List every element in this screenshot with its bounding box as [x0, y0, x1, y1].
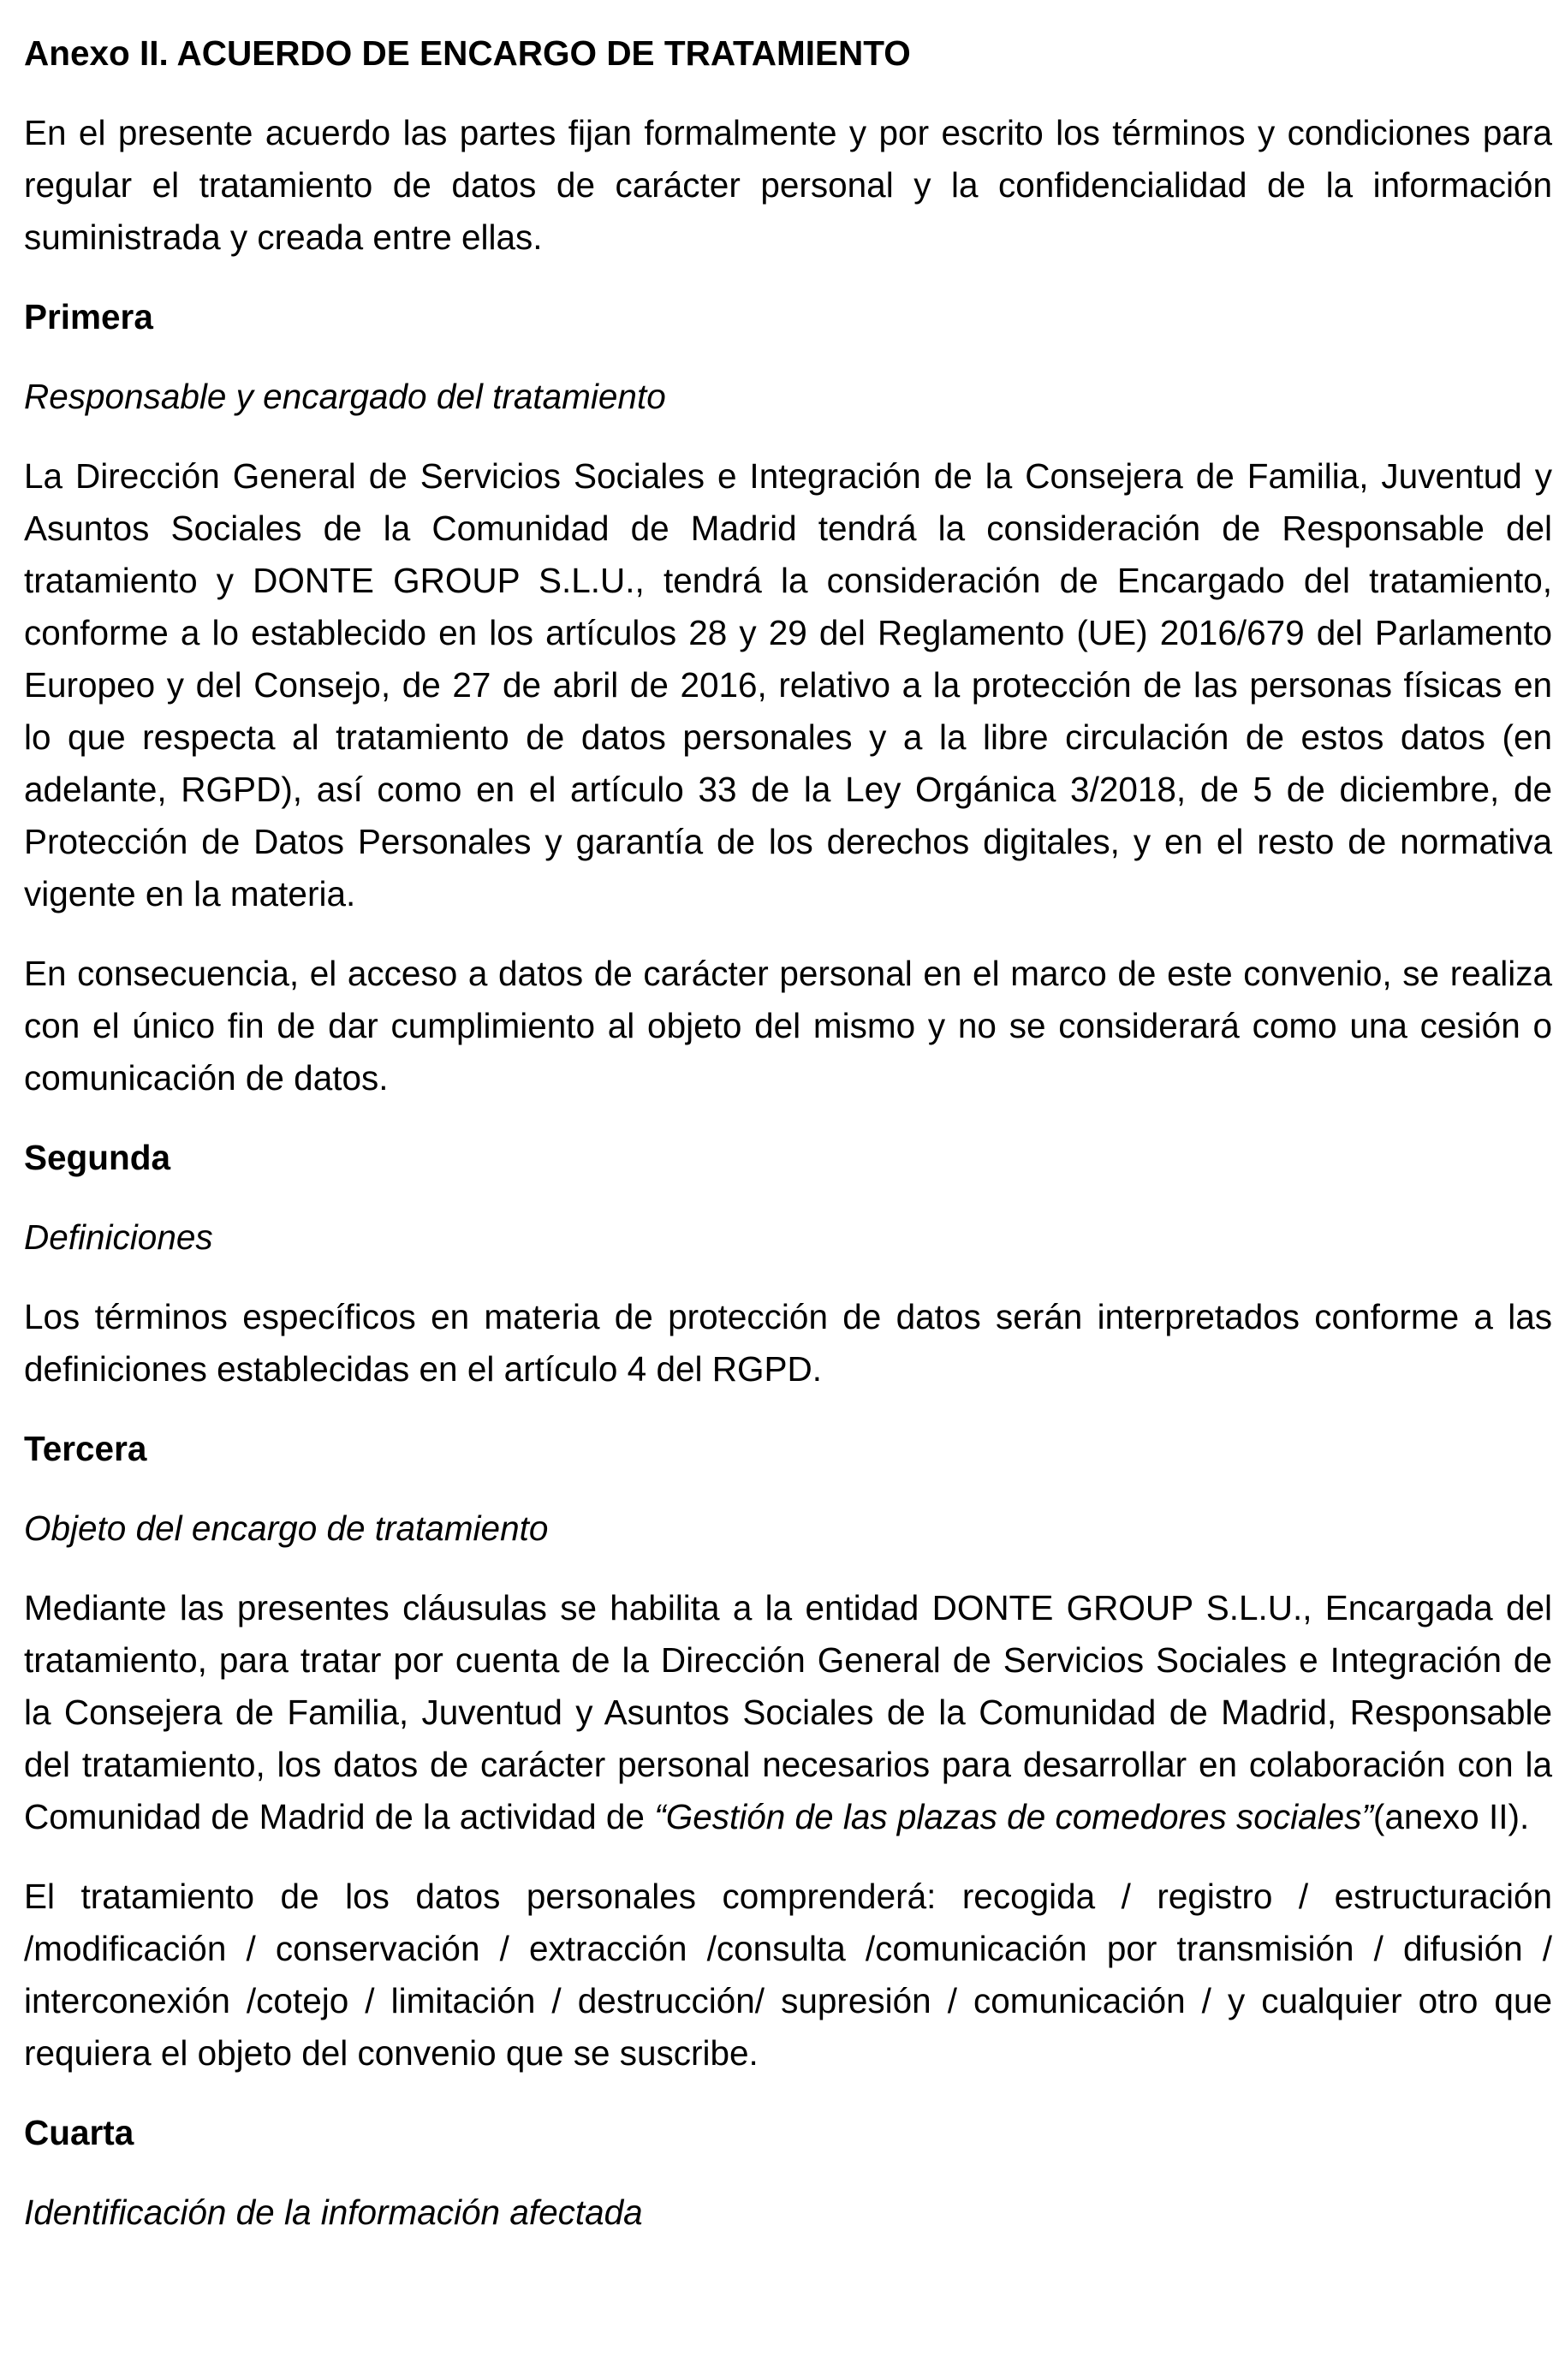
- section-subtitle-segunda: Definiciones: [24, 1217, 213, 1257]
- section-label-primera: Primera: [24, 297, 153, 336]
- segunda-paragraph-1: Los términos específicos en materia de protección de datos serán interpretados conforme a las definiciones establecidas en el artículo 4 del RGPD.: [24, 1297, 1552, 1389]
- tercera-paragraph-1-tail: (anexo II).: [1372, 1797, 1530, 1836]
- section-label-segunda: Segunda: [24, 1138, 171, 1177]
- intro-paragraph: En el presente acuerdo las partes fijan formalmente y por escrito los términos y condiciones para regular el tratamiento de datos de carácter personal y la confidencialidad de la información suministrada y creada entre ellas.: [24, 113, 1552, 257]
- section-subtitle-primera: Responsable y encargado del tratamiento: [24, 377, 666, 416]
- tercera-paragraph-1-quoted-activity: “Gestión de las plazas de comedores sociales”: [654, 1797, 1373, 1836]
- primera-paragraph-2: En consecuencia, el acceso a datos de carácter personal en el marco de este convenio, se realiza con el único fin de dar cumplimiento al objeto del mismo y no se considerará como una cesión o comunicación de datos.: [24, 954, 1552, 1098]
- tercera-paragraph-2: El tratamiento de los datos personales comprenderá: recogida / registro / estructuración /modificación / conservación / extracción /consulta /comunicación por transmisión / difusión / interconexión /cotejo / limitación / destrucción/ supresión / comunicación / y cualquier otro que requiera el objeto del convenio que se suscribe.: [24, 1877, 1552, 2073]
- tercera-paragraph-1: [24, 1582, 1552, 1843]
- document-page: [24, 27, 1552, 2239]
- document-title: Anexo II. ACUERDO DE ENCARGO DE TRATAMIENTO: [24, 33, 911, 73]
- section-subtitle-tercera: Objeto del encargo de tratamiento: [24, 1508, 549, 1548]
- tercera-paragraph-1-text: Mediante las presentes cláusulas se habilita a la entidad DONTE GROUP S.L.U., Encargada del tratamiento, para tratar por cuenta de la Dirección General de Servicios Sociales e Integración de la Consejera de Familia, Juventud y Asuntos Sociales de la Comunidad de Madrid, Responsable del tratamiento, los datos de carácter personal necesarios para desarrollar en colaboración con la Comunidad de Madrid de la actividad de: [24, 1588, 1552, 1836]
- section-label-tercera: Tercera: [24, 1429, 147, 1468]
- section-subtitle-cuarta: Identificación de la información afectada: [24, 2193, 643, 2232]
- primera-paragraph-1: La Dirección General de Servicios Sociales e Integración de la Consejera de Familia, Juventud y Asuntos Sociales de la Comunidad de Madrid tendrá la consideración de Responsable del tratamiento y DONTE GROUP S.L.U., tendrá la consideración de Encargado del tratamiento, conforme a lo establecido en los artículos 28 y 29 del Reglamento (UE) 2016/679 del Parlamento Europeo y del Consejo, de 27 de abril de 2016, relativo a la protección de las personas físicas en lo que respecta al tratamiento de datos personales y a la libre circulación de estos datos (en adelante, RGPD), así como en el artículo 33 de la Ley Orgánica 3/2018, de 5 de diciembre, de Protección de Datos Personales y garantía de los derechos digitales, y en el resto de normativa vigente en la materia.: [24, 456, 1552, 913]
- section-label-cuarta: Cuarta: [24, 2113, 134, 2152]
